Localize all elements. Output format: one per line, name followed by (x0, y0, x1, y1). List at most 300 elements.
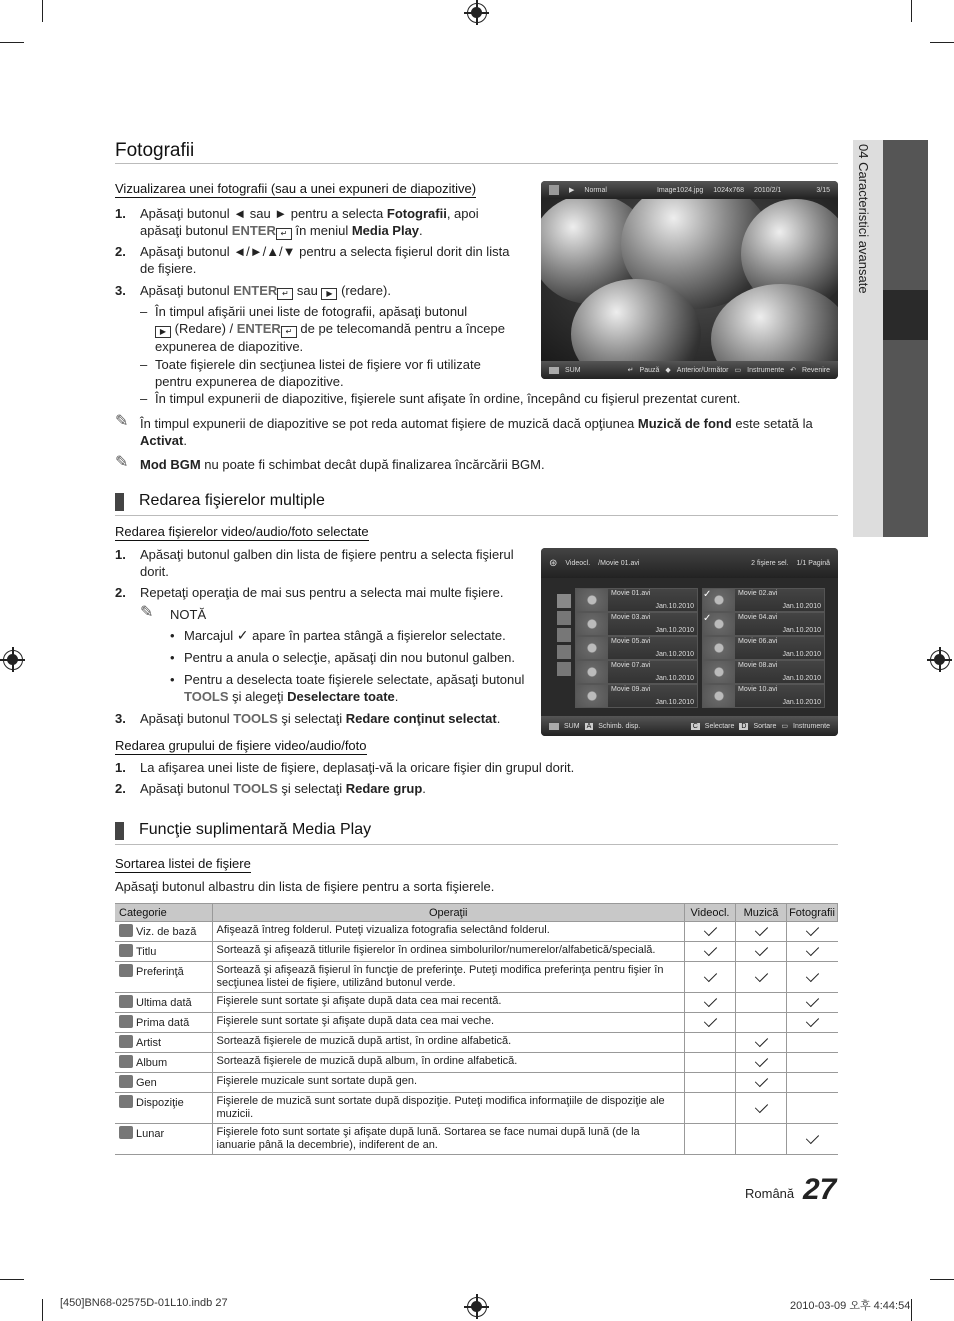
tools-label: TOOLS (233, 711, 278, 726)
bullet: • (170, 672, 175, 687)
sort-sidebar (557, 594, 571, 690)
table-row (115, 962, 838, 993)
tab-active-marker (883, 290, 928, 340)
video-file-item[interactable] (702, 588, 825, 612)
category-icon (119, 1126, 133, 1139)
support-cell (787, 1013, 838, 1033)
table-row (115, 1013, 838, 1033)
video-file-name: Movie 06.avi (738, 638, 778, 645)
category-label: Ultima dată (136, 997, 192, 1009)
note-text: În timpul expunerii de diapozitive se pot reda automat fişiere de muzică dacă opţiunea Muzică de fond este setată la Activat. (140, 416, 813, 448)
enter-icon: ↵ (277, 288, 293, 300)
s1-step3 (115, 282, 515, 299)
text: apare în partea stângă a fişierelor selectate. (248, 628, 506, 643)
check-icon (805, 972, 819, 980)
video-file-item[interactable] (575, 612, 698, 636)
video-thumbnail-icon (576, 637, 608, 659)
dash-text: În timpul expunerii de diapozitive, fişierele sunt afişate în ordine, începând cu fişierul prezentat curent. (155, 391, 741, 406)
text: şi alegeţi (228, 689, 288, 704)
section3-rule (115, 844, 838, 845)
text-bold: Activat (140, 433, 184, 448)
s2-bullet3 (170, 671, 530, 705)
pause-control[interactable]: Pauză (639, 366, 660, 374)
s1-step2 (115, 243, 515, 277)
video-file-name: Movie 03.avi (611, 614, 651, 621)
photo-slideshow-screenshot (541, 181, 838, 379)
category-label: Viz. de bază (136, 926, 197, 938)
tools-label: TOOLS (184, 689, 229, 704)
check-icon (754, 926, 768, 934)
video-file-name: Movie 05.avi (611, 638, 651, 645)
bullet: • (170, 628, 175, 643)
support-cell (685, 922, 736, 942)
photo-bottom-bar (541, 361, 838, 379)
title-rule (115, 163, 838, 164)
video-file-date: Jan.10.2010 (655, 627, 694, 634)
step-text: Apăsaţi butonul TOOLS şi selectaţi Redare conţinut selectat. (140, 711, 501, 726)
support-cell (736, 1013, 787, 1033)
return-control[interactable]: Revenire (801, 366, 830, 374)
text-bold: Media Play (351, 223, 420, 238)
category-cell (115, 1053, 212, 1073)
operation-cell: Fişierele sunt sortate şi afişate după data cea mai recentă. (212, 993, 685, 1013)
operation-cell: Fişierele foto sunt sortate şi afişate după lună. Sortarea se face numai după lună (de la ianuarie până la decembrie), indiferent de an. (212, 1124, 685, 1155)
video-top-bar (541, 548, 838, 578)
step-text: La afişarea unei liste de fişiere, deplasaţi-vă la oricare fişier din grupul dorit. (140, 760, 575, 775)
s2-group-step2 (115, 780, 838, 797)
sum-icon (549, 723, 559, 730)
support-cell (736, 942, 787, 962)
support-cell (787, 1093, 838, 1124)
s2-group-step1 (115, 759, 838, 776)
crop-mark (0, 42, 24, 43)
category-cell (115, 1033, 212, 1053)
support-cell (685, 1124, 736, 1155)
header-videos: Videocl. (685, 904, 736, 922)
support-cell (685, 1033, 736, 1053)
video-thumbnail-icon: ✓ (703, 613, 735, 635)
language-label: Română (745, 1186, 795, 1201)
text: în meniul (291, 223, 352, 238)
bullet-text (184, 627, 529, 644)
check-icon (805, 926, 819, 934)
s1-dash2 (140, 356, 520, 390)
step-number: 3. (115, 711, 126, 726)
support-cell (787, 1053, 838, 1073)
dash: – (140, 357, 148, 372)
title-icon[interactable] (557, 611, 571, 625)
registration-mark-icon (467, 1297, 487, 1317)
left-right-icon: ◆ (665, 367, 671, 374)
video-file-item[interactable] (702, 612, 825, 636)
step-text: Apăsaţi butonul galben din lista de fişiere pentru a selecta fişierul dorit. (140, 547, 514, 579)
s1-step1 (115, 205, 515, 239)
enter-label: ENTER (231, 223, 276, 238)
category-icon (119, 1035, 133, 1048)
check-icon (703, 926, 717, 934)
step-text: Apăsaţi butonul TOOLS şi selectaţi Redare grup. (140, 781, 426, 796)
s2-bullet2 (170, 649, 530, 666)
category-icon (119, 1075, 133, 1088)
bullet-text: Pentru a anula o selecţie, apăsaţi din nou butonul galben. (184, 650, 516, 665)
section2-heading: Redarea fişierelor multiple (115, 492, 325, 510)
s2-step2 (115, 584, 525, 601)
table-body (115, 922, 838, 1155)
check-icon (703, 1017, 717, 1025)
photo-icon (549, 185, 559, 195)
tools-label: TOOLS (233, 781, 278, 796)
video-bottom-bar (541, 716, 838, 736)
header-category: Categorie (115, 904, 212, 922)
bullet-text: Pentru a deselecta toate fişierele selectate, apăsaţi butonul TOOLS şi alegeţi Deselectare toate. (184, 672, 525, 704)
text: şi selectaţi (277, 711, 346, 726)
enter-label: ENTER (236, 321, 281, 336)
category-cell (115, 942, 212, 962)
table-row (115, 922, 838, 942)
crop-mark (930, 1279, 954, 1280)
video-file-item[interactable] (702, 660, 825, 684)
checkmark-icon: ✓ (236, 627, 249, 643)
tools-control[interactable]: Instrumente (747, 366, 785, 374)
step-number: 1. (115, 547, 126, 562)
text-bold: Deselectare toate (287, 689, 395, 704)
text-bold: Redare grup (345, 781, 423, 796)
prev-next-control[interactable]: Anterior/Următor (676, 366, 729, 374)
filename: Image1024.jpg (656, 186, 704, 194)
check-icon (703, 997, 717, 1005)
video-list-screenshot (541, 548, 838, 736)
text: Pentru a deselecta toate fişierele selectate, apăsaţi butonul (184, 672, 525, 687)
section3-heading: Funcţie suplimentară Media Play (115, 821, 371, 839)
support-cell (736, 993, 787, 1013)
s2-step3 (115, 710, 525, 727)
video-file-date: Jan.10.2010 (655, 675, 694, 682)
mode-label: Normal (584, 186, 607, 194)
check-icon (754, 1037, 768, 1045)
operation-cell: Sortează şi afişează titlurile fişierelor în ordinea simbolurilor/numerelor/alfabetică/specială. (212, 942, 685, 962)
support-cell (685, 1073, 736, 1093)
step-number: 2. (115, 781, 126, 796)
photo-top-bar (541, 181, 838, 199)
bullet: • (170, 650, 175, 665)
sort-options-table (115, 903, 838, 1155)
support-cell (685, 993, 736, 1013)
table-row (115, 942, 838, 962)
video-file-date: Jan.10.2010 (782, 699, 821, 706)
note-pencil-icon: ✎ (115, 413, 129, 430)
text: şi selectaţi (277, 781, 346, 796)
category-label: Lunar (136, 1128, 165, 1140)
table-row (115, 1053, 838, 1073)
support-cell (787, 942, 838, 962)
category-label: Gen (136, 1077, 157, 1089)
support-cell (787, 1124, 838, 1155)
video-file-date: Jan.10.2010 (782, 675, 821, 682)
category-cell (115, 1093, 212, 1124)
text: (Redare) / (171, 321, 237, 336)
tools-icon: ▭ (734, 367, 742, 374)
date: 2010/2/1 (754, 186, 782, 194)
video-file-date: Jan.10.2010 (782, 627, 821, 634)
text: de pe telecomandă pentru a începe expunerea de diapozitive. (155, 321, 505, 354)
video-file-date: Jan.10.2010 (782, 651, 821, 658)
enter-icon: ↵ (627, 367, 634, 374)
sort-control[interactable]: Sortare (753, 722, 777, 730)
video-file-grid (575, 588, 825, 710)
text: Apăsaţi butonul (140, 711, 234, 726)
category-icon (119, 964, 133, 977)
operation-cell: Afişează întreg folderul. Puteţi vizualiza fotografia selectând folderul. (212, 922, 685, 942)
video-file-name: Movie 01.avi (611, 590, 651, 597)
star-icon[interactable] (557, 662, 571, 676)
video-file-item[interactable] (575, 588, 698, 612)
video-path: /Movie 01.avi (598, 559, 640, 567)
check-icon (754, 1057, 768, 1065)
count: 3/15 (816, 186, 830, 194)
page-indicator: 1/1 Pagină (796, 559, 830, 567)
registration-mark-icon (467, 3, 487, 23)
check-icon (703, 946, 717, 954)
header-music: Muzică (736, 904, 787, 922)
page-number: 27 (803, 1173, 837, 1206)
video-file-name: Movie 07.avi (611, 662, 651, 669)
check-icon (805, 946, 819, 954)
header-photos: Fotografii (787, 904, 838, 922)
registration-mark-icon (3, 650, 23, 670)
text-bold: Fotografii (386, 206, 447, 221)
text-bold: Muzică de fond (637, 416, 732, 431)
check-icon (805, 997, 819, 1005)
video-file-name: Movie 10.avi (738, 686, 778, 693)
note-label: NOTĂ (170, 607, 207, 622)
text: Apăsaţi butonul (140, 781, 234, 796)
text: Apăsaţi butonul (140, 283, 234, 298)
support-cell (736, 1093, 787, 1124)
support-cell (736, 1124, 787, 1155)
d-button-icon: D (741, 722, 747, 730)
s1-note2 (115, 456, 838, 473)
section2-subheading: Redarea fişierelor video/audio/foto selectate (115, 524, 369, 539)
step-text: Apăsaţi butonul ◄ sau ► pentru a selecta Fotografii, apoi apăsaţi butonul ENTER ↵ în meniul Media Play. (140, 206, 479, 238)
select-control[interactable]: Selectare (704, 722, 735, 730)
video-thumbnail-icon (703, 685, 735, 707)
video-file-date: Jan.10.2010 (655, 699, 694, 706)
step-number: 3. (115, 283, 126, 298)
text-bold: Mod BGM (140, 457, 201, 472)
table-header-row (115, 904, 838, 922)
video-file-name: Movie 08.avi (738, 662, 778, 669)
support-cell (736, 922, 787, 942)
check-icon (754, 1077, 768, 1085)
dash: – (140, 304, 148, 319)
step-text: Apăsaţi butonul ◄/►/▲/▼ pentru a selecta fişierul dorit din lista de fişiere. (140, 244, 510, 276)
resolution: 1024x768 (713, 186, 745, 194)
s1-dash1 (140, 303, 520, 354)
category-label: Artist (136, 1037, 162, 1049)
support-cell (787, 993, 838, 1013)
header-operations: Operaţii (212, 904, 685, 922)
check-icon (754, 1103, 768, 1111)
operation-cell: Fişierele sunt sortate şi afişate după data cea mai veche. (212, 1013, 685, 1033)
check-icon (703, 972, 717, 980)
tools-control[interactable]: Instrumente (793, 722, 830, 730)
a-button-icon: A (586, 722, 592, 730)
s2-bullet1 (170, 627, 530, 644)
dash-text: Toate fişierele din secţiunea listei de fişiere vor fi utilizate pentru expunerea de diapozitive. (155, 357, 481, 389)
text: În timpul expunerii de diapozitive se pot reda automat fişiere de muzică dacă opţiunea (140, 416, 638, 431)
category-icon (119, 1095, 133, 1108)
video-thumbnail-icon (576, 589, 608, 611)
category-cell (115, 962, 212, 993)
support-cell (685, 942, 736, 962)
support-cell (685, 962, 736, 993)
video-file-item[interactable] (702, 636, 825, 660)
tools-icon: ▭ (781, 723, 789, 730)
video-file-item[interactable] (702, 684, 825, 708)
check-icon (805, 1134, 819, 1142)
video-file-name: Movie 09.avi (611, 686, 651, 693)
folder-icon[interactable] (557, 594, 571, 608)
video-file-date: Jan.10.2010 (782, 603, 821, 610)
crop-mark (911, 1299, 912, 1321)
enter-icon: ↵ (276, 228, 292, 240)
category-icon (119, 995, 133, 1008)
operation-cell: Fişierele muzicale sunt sortate după gen. (212, 1073, 685, 1093)
video-thumbnail-icon (703, 637, 735, 659)
section3-intro (115, 878, 838, 895)
support-cell (787, 1033, 838, 1053)
film-reel-icon: ⊛ (549, 557, 558, 569)
video-file-item[interactable] (575, 636, 698, 660)
dash-text (155, 303, 520, 355)
video-title: Videocl. (565, 559, 591, 567)
crop-mark (42, 1299, 43, 1321)
section2-rule (115, 515, 838, 516)
text: (redare). (337, 283, 391, 298)
section3-subheading: Sortarea listei de fişiere (115, 856, 251, 871)
sum-icon (549, 367, 559, 374)
table-row (115, 1073, 838, 1093)
crop-mark (42, 0, 43, 22)
change-device-control[interactable]: Schimb. disp. (598, 722, 641, 730)
check-icon (805, 1017, 819, 1025)
chapter-side-tab (853, 140, 928, 537)
step-number: 2. (115, 244, 126, 259)
text-bold: Redare conţinut selectat (345, 711, 497, 726)
category-cell (115, 1013, 212, 1033)
s1-note1 (115, 415, 838, 449)
support-cell (736, 1033, 787, 1053)
video-thumbnail-icon (576, 661, 608, 683)
video-thumbnail-icon: ✓ (703, 589, 735, 611)
category-cell (115, 922, 212, 942)
operation-cell: Sortează fişierele de muzică după artist, în ordine alfabetică. (212, 1033, 685, 1053)
c-button-icon: C (692, 722, 698, 730)
selected-count: 2 fişiere sel. (751, 559, 789, 567)
step-text: Repetaţi operaţia de mai sus pentru a selecta mai multe fişiere. (140, 585, 504, 600)
enter-label: ENTER (233, 283, 278, 298)
video-thumbnail-icon (576, 613, 608, 635)
category-cell (115, 1073, 212, 1093)
text: sau (293, 283, 322, 298)
note-text (140, 456, 835, 473)
category-label: Prima dată (136, 1017, 190, 1029)
s2-step1 (115, 546, 525, 580)
play-icon: ▶ (321, 288, 337, 300)
table-row (115, 1033, 838, 1053)
calendar-icon[interactable] (557, 645, 571, 659)
crop-mark (930, 42, 954, 43)
text: În timpul afişării unei liste de fotografii, apăsaţi butonul (155, 304, 468, 319)
support-cell (787, 962, 838, 993)
page-title: Fotografii (115, 140, 195, 161)
table-row (115, 1093, 838, 1124)
support-cell (685, 1013, 736, 1033)
video-file-name: Movie 02.avi (738, 590, 778, 597)
calendar-icon[interactable] (557, 628, 571, 642)
registration-mark-icon (930, 650, 950, 670)
note-pencil-icon: ✎ (140, 604, 154, 621)
table-row (115, 1124, 838, 1155)
intro-text: Apăsaţi butonul albastru din lista de fişiere pentru a sorta fişierele. (115, 879, 495, 894)
category-icon (119, 924, 133, 937)
category-label: Titlu (136, 946, 157, 958)
dash: – (140, 391, 148, 406)
category-icon (119, 1015, 133, 1028)
video-file-date: Jan.10.2010 (655, 603, 694, 610)
category-cell (115, 993, 212, 1013)
check-icon (754, 946, 768, 954)
category-icon (119, 944, 133, 957)
step-number: 1. (115, 760, 126, 775)
step-text (140, 282, 515, 300)
support-cell (787, 1073, 838, 1093)
crop-mark (911, 0, 912, 22)
category-label: Preferinţă (136, 966, 184, 978)
text: nu poate fi schimbat decât după finalizarea încărcării BGM. (200, 457, 545, 472)
video-file-name: Movie 04.avi (738, 614, 778, 621)
video-thumbnail-icon (576, 685, 608, 707)
s1-dash3 (140, 390, 840, 407)
enter-icon: ↵ (281, 326, 297, 338)
table-row (115, 993, 838, 1013)
video-file-item[interactable] (575, 684, 698, 708)
support-cell (787, 922, 838, 942)
support-cell (685, 1053, 736, 1073)
chapter-label: 04 Caracteristici avansate (856, 144, 871, 294)
support-cell (685, 1093, 736, 1124)
support-cell (736, 1073, 787, 1093)
video-file-item[interactable] (575, 660, 698, 684)
sum-label: SUM (565, 366, 581, 374)
video-thumbnail-icon (703, 661, 735, 683)
return-icon: ↶ (790, 367, 796, 374)
step-number: 1. (115, 206, 126, 221)
section2-subheading2: Redarea grupului de fişiere video/audio/foto (115, 738, 367, 753)
support-cell (736, 962, 787, 993)
sum-label: SUM (564, 722, 580, 730)
play-mode-icon: ▶ (569, 187, 575, 194)
section1-subheading: Vizualizarea unei fotografii (sau a unei expuneri de diapozitive) (115, 181, 477, 196)
photo-area (541, 199, 838, 361)
text: este setată la (731, 416, 813, 431)
text: Apăsaţi butonul ◄ sau ► pentru a selecta (140, 206, 387, 221)
text: , apoi apăsaţi butonul (140, 206, 479, 238)
step-number: 2. (115, 585, 126, 600)
print-info-left: [450]BN68-02575D-01L10.indb 27 (60, 1297, 228, 1309)
operation-cell: Sortează şi afişează fişierul în funcţie de preferinţe. Puteţi modifica preferinţa pentru fişier în secţiunea listei de fişiere, utilizând butonul verde. (212, 962, 685, 993)
play-icon: ▶ (155, 326, 171, 338)
